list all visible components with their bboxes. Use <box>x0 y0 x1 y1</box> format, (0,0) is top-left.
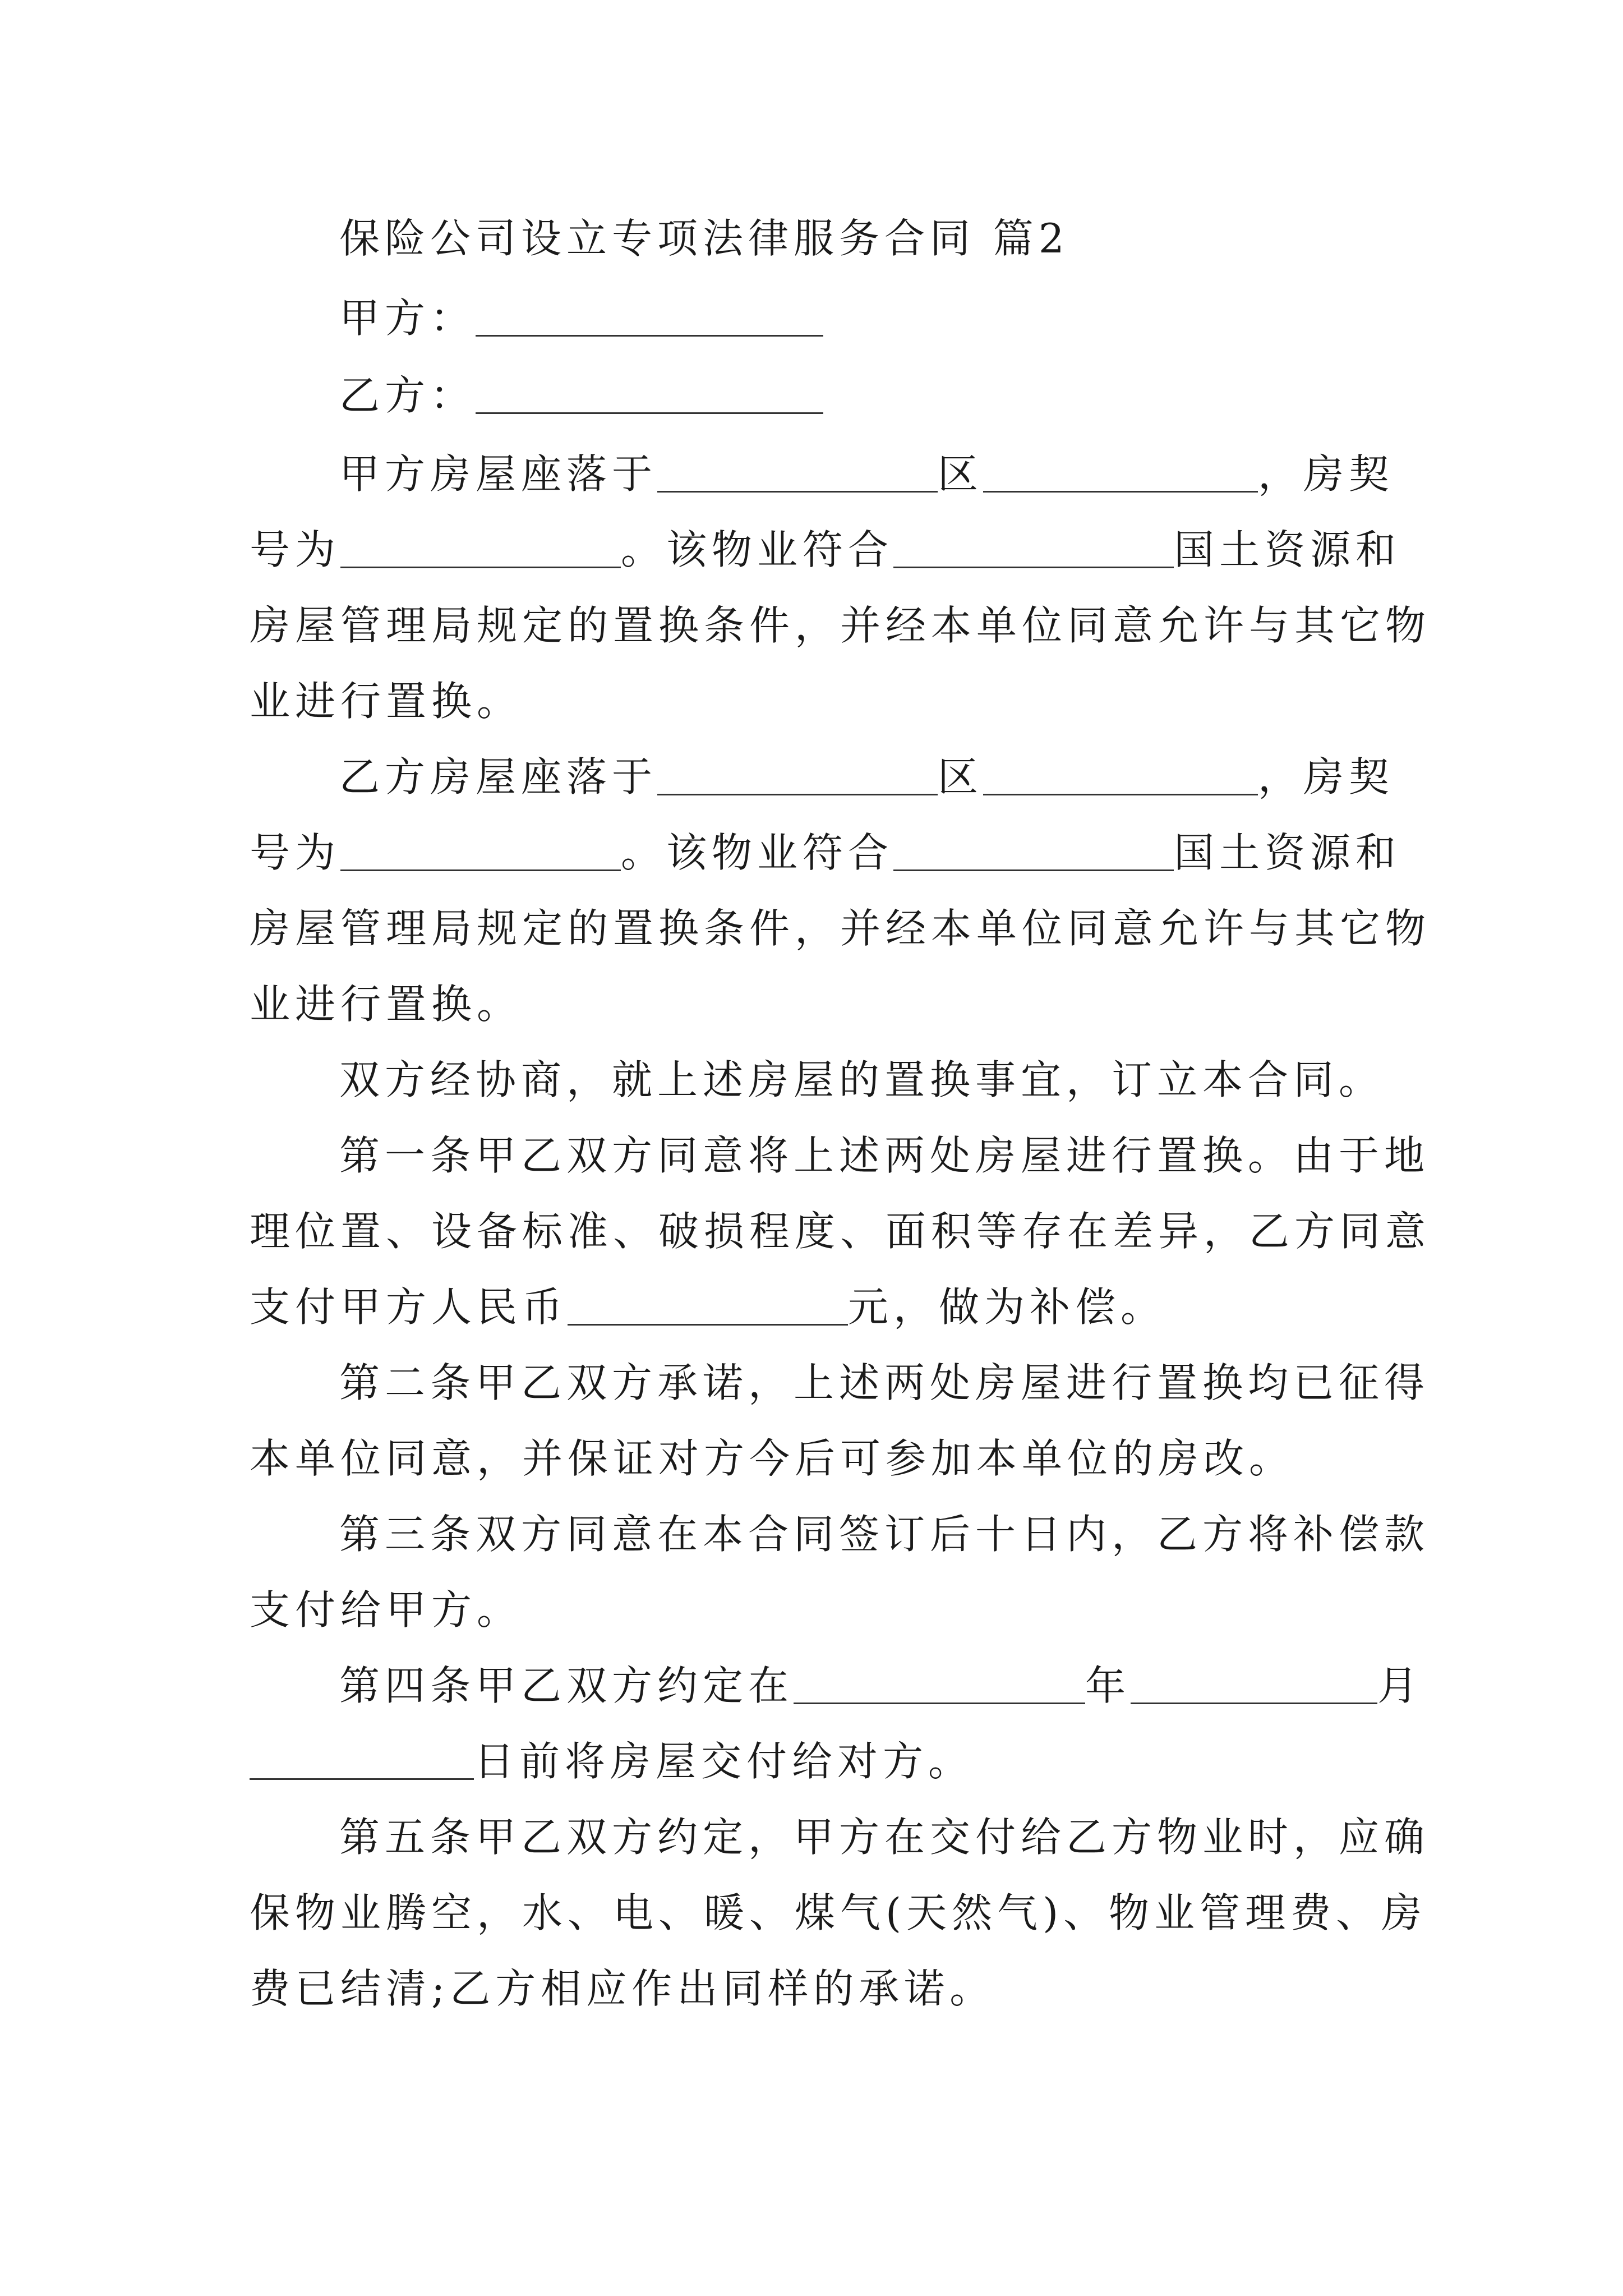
party-a-district-blank <box>983 491 1258 493</box>
article1-line2: 理位置、设备标准、破损程度、面积等存在差异，乙方同意 <box>250 1208 1431 1255</box>
compensation-amount-blank <box>568 1324 848 1326</box>
party-a-location-blank <box>657 491 938 493</box>
party-b-location-blank <box>657 794 938 795</box>
article1-line3: 支付甲方人民币 元，做为补偿。 <box>250 1283 1166 1331</box>
article5-line1: 第五条甲乙双方约定，甲方在交付给乙方物业时，应确 <box>339 1814 1430 1861</box>
para3-line: 双方经协商，就上述房屋的置换事宜，订立本合同。 <box>339 1056 1385 1103</box>
article4-line2: 日前将房屋交付给对方。 <box>250 1731 974 1792</box>
para1-line2: 号为 。该物业符合 国土资源和 <box>250 526 1401 573</box>
party-b-compliance-blank <box>893 869 1174 871</box>
article4-line1: 第四条甲乙双方约定在 年 月 <box>339 1662 1423 1709</box>
party-a-deed-blank <box>340 567 621 568</box>
article3-line1: 第三条双方同意在本合同签订后十日内，乙方将补偿款 <box>339 1511 1430 1558</box>
party-b-district-blank <box>983 794 1258 795</box>
para1-line3: 房屋管理局规定的置换条件，并经本单位同意允许与其它物 <box>250 602 1431 649</box>
article2-line2: 本单位同意，并保证对方今后可参加本单位的房改。 <box>250 1435 1295 1482</box>
month-blank <box>1131 1703 1377 1704</box>
party-b-blank <box>476 412 823 414</box>
article5-line3: 费已结清;乙方相应作出同样的承诺。 <box>250 1965 995 2012</box>
para2-line2: 号为 。该物业符合 国土资源和 <box>250 829 1401 876</box>
para2-line4: 业进行置换。 <box>250 981 523 1028</box>
article5-line2: 保物业腾空，水、电、暖、煤气(天然气)、物业管理费、房 <box>250 1889 1427 1936</box>
party-b-line: 乙方： <box>339 365 823 426</box>
para2-line1: 乙方房屋座落于 区 ，房契 <box>339 753 1395 800</box>
party-a-blank <box>476 335 823 337</box>
document-title: 保险公司设立专项法律服务合同 篇2 <box>339 215 1069 262</box>
party-a-compliance-blank <box>893 567 1174 568</box>
party-b-deed-blank <box>340 869 621 871</box>
article1-line1: 第一条甲乙双方同意将上述两处房屋进行置换。由于地 <box>339 1132 1430 1179</box>
para2-line3: 房屋管理局规定的置换条件，并经本单位同意允许与其它物 <box>250 905 1431 952</box>
article3-line2: 支付给甲方。 <box>250 1586 523 1634</box>
party-a-line: 甲方： <box>339 287 823 349</box>
day-blank <box>250 1778 474 1780</box>
article2-line1: 第二条甲乙双方承诺，上述两处房屋进行置换均已征得 <box>339 1359 1430 1406</box>
para1-line4: 业进行置换。 <box>250 678 523 725</box>
year-blank <box>794 1703 1085 1704</box>
para1-line1: 甲方房屋座落于 区 ，房契 <box>339 450 1395 498</box>
